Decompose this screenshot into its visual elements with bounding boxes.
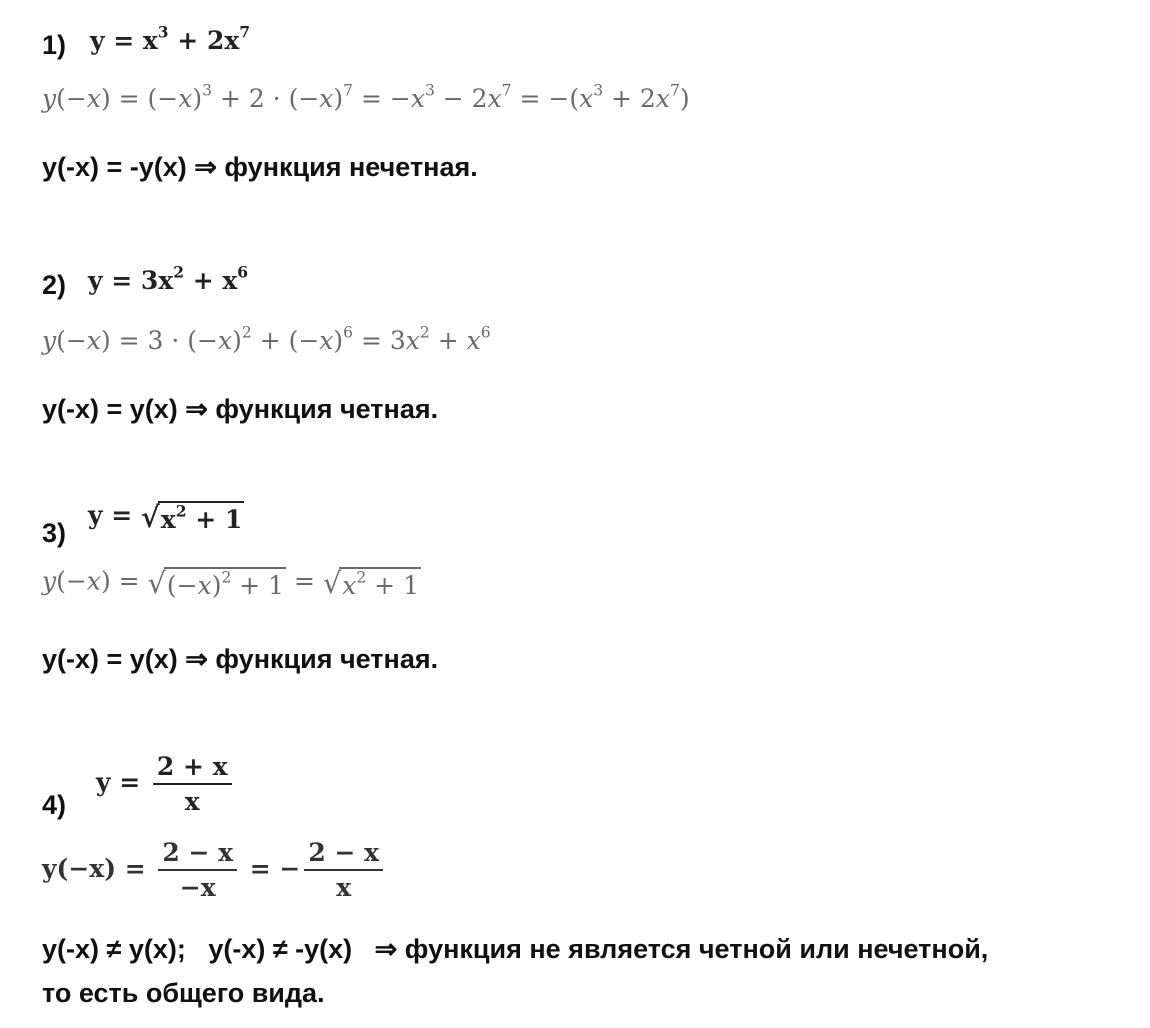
parity-calculation: $y(-x) = (-x)^3 + 2 \cdot (-x)^7 = -x^3 - 2x^7 = -(x^3 + 2x^7)$ xyxy=(42,81,690,113)
problem-function: $y = 3x^2 + x^6$ xyxy=(88,262,249,295)
parity-calculation: $y(-x) = 3 \cdot (-x)^2 + (-x)^6 = 3x^2 + x^6$ xyxy=(42,323,491,355)
problem-1 xyxy=(42,22,1132,192)
parity-conclusion-line-2: то есть общего вида. xyxy=(42,978,325,1008)
problem-number: 3) xyxy=(42,518,67,548)
problem-number: 4) xyxy=(42,790,67,820)
parity-calculation: $y(-x) = √(-x)^2 + 1 = √x^2 + 1$ xyxy=(42,566,419,600)
problem-4 xyxy=(42,752,1132,1022)
problem-3 xyxy=(42,500,1132,680)
problem-function: $y = √x^2 + 1$ xyxy=(88,500,243,534)
parity-conclusion: y(-x) = y(x) ⇒ функция четная. xyxy=(42,394,439,424)
problem-2 xyxy=(42,262,1132,432)
parity-conclusion: y(-x) = -y(x) ⇒ функция нечетная. xyxy=(42,152,478,182)
problem-number: 1) xyxy=(42,30,67,60)
parity-conclusion-line-1: y(-x) ≠ y(x); y(-x) ≠ -y(x) ⇒ функция не является четной или нечетной, xyxy=(42,934,989,964)
problem-function: y = $\frac{2 + x}{x}$ xyxy=(96,752,236,816)
problem-function: $y = x^3 + 2x^7$ xyxy=(90,22,251,55)
parity-conclusion: y(-x) = y(x) ⇒ функция четная. xyxy=(42,644,439,674)
problem-number: 2) xyxy=(42,270,67,300)
parity-calculation: y(−x) = $\frac{2 - x}{-x}$ = − $\frac{2 - x}{x}$ xyxy=(42,838,387,902)
